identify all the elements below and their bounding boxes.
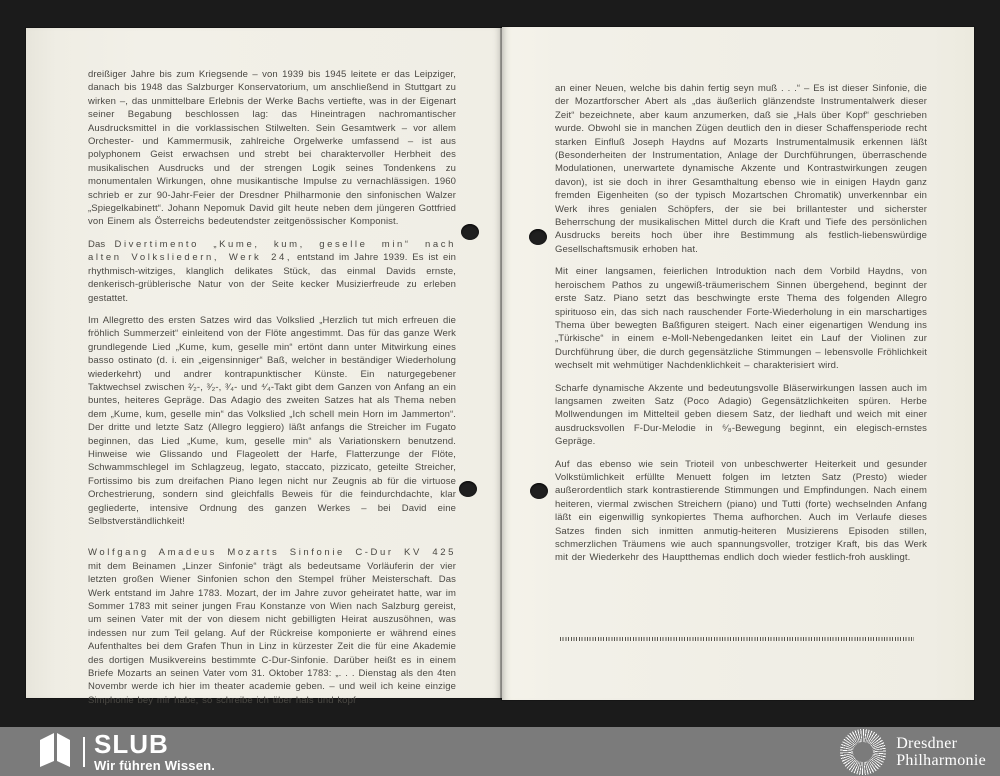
paragraph xyxy=(555,382,927,449)
footer-bar xyxy=(0,727,1000,776)
logo-divider xyxy=(83,737,85,767)
paragraph xyxy=(88,68,456,229)
open-book-icon xyxy=(38,731,72,772)
starburst-icon xyxy=(840,729,886,775)
body-text: entstand im Jahre 1939. Es ist ein rhythmisch-witziges, klanglich delikates Stück, das einmal Davids ernste, denkerisch-grüblerische Natur von der Seite kecker Musizierfreude zu erleben gestattet. xyxy=(88,252,456,304)
right-page-text xyxy=(555,82,927,574)
paragraph xyxy=(555,265,927,372)
paragraph xyxy=(88,314,456,529)
body-text: Mit einer langsamen, feierlichen Introduktion nach dem Vorbild Haydns, von heroischem Pathos zu ungewiß-träumerischem Sinnen übergehend, beginnt der erste Satz. Piano setzt das beschwingte erste Thema des folgenden Allegro spirituoso ein, das sich nach rauschender Forte-Wiederholung in ein marschartiges Thema über bewegten Baßfiguren steigert. Nach einer eigenartigen Wendung ins „Türkische“ in einem e-Moll-Nebengedanken leitet ein Lauf der Violinen zur Durchführung über, die durch gegensätzliche Stimmungen – lebensvolle Fröhlichkeit wechselt mit wehmütiger Nachdenklichkeit – charakterisiert wird. xyxy=(555,266,927,372)
left-page xyxy=(26,28,502,706)
slub-tagline: Wir führen Wissen. xyxy=(94,758,216,773)
punch-hole xyxy=(529,229,547,245)
body-text: dreißiger Jahre bis zum Kriegsende – von 1939 bis 1945 leitete er das Leipziger, danach bis 1948 das Salzburger Konservatorium, um anschließend in Stuttgart zu wirken –, das unmittelbare Erlebnis der Werke Bachs vertiefte, was in der Eigenart seiner Begabung beschlossen lag: das Hineintragen nachromantischer Ausdrucksmittel in die vorklassischen Stilwelten. Sein Gesamtwerk – vor allem Orchester- und Kammermusik, zahlreiche Orgelwerke umfassend – ist aus polyphonem Geist erwachsen und strebt bei charaktervoller Herbheit des musikalischen Ausdrucks und der strengen Logik seines Tondenkens zu monumentalen Wirkungen, ohne musikantische Impulse zu vernachlässigen. 1960 schrieb er zur 90-Jahr-Feier der Dresdner Philharmonie den sinfonischen Walzer „Spiegelkabinett“. Johann Nepomuk David gilt heute neben dem jüngeren Gottfried von Einem als Österreichs bedeutendster zeitgenössischer Komponist. xyxy=(88,69,456,228)
punch-hole xyxy=(459,481,477,497)
slub-wordmark: SLUB xyxy=(94,729,169,759)
body-text: Das xyxy=(88,238,115,250)
body-text: Im Allegretto des ersten Satzes wird das Volkslied „Herzlich tut mich erfreuen die fröhlich Summerzeit“ einleitend von der Flöte angestimmt. Das für das ganze Werk grundlegende Lied „Kume, kum, geselle min“ ertönt dann unter Mitwirkung eines basso ostinato (d. i. ein „eigensinniger“ Baß, welcher in beständiger Wiederholung wiederkehrt) und andrer kontrapunktischer Künste. Ein naturgegebener Taktwechsel zwischen ²⁄₂-, ³⁄₂-, ³⁄₄- und ⁴⁄₄-Takt gibt dem Ganzen von Anfang an ein buntes, heiteres Gepräge. Das Adagio des zweiten Satzes hat als Thema neben dem „Kume, kum, geselle min“ das Volkslied „Ich schell mein Horn im Jammerton“. Der dritte und letzte Satz (Allegro leggiero) läßt anfangs die Streicher im Fugato beginnen, das Lied „Kume, kum, geselle min“ als Variationskern benutzend. Hinweise wie Glissando und Flageolett der Harfe, Flatterzunge der Flöte, Schwammschlegel im Schlagzeug, legato, staccato, pizzicato, geteilte Streicher, Fortissimo bis zum dreifachen Piano legen nicht nur Zeugnis ab für die virtuose Orchestrierung, sondern sind gleichfalls Beweis für die feindurchdachte, klar gegliederte, intensive Ordnung des ganzen Werkes – bei David eine Selbstverständlichkeit! xyxy=(88,314,457,527)
paragraph xyxy=(555,82,927,256)
paragraph xyxy=(88,238,456,305)
paragraph xyxy=(555,458,927,565)
punch-hole xyxy=(530,483,548,499)
left-page-text xyxy=(88,68,456,716)
slub-logo xyxy=(38,731,215,772)
divider-rule xyxy=(560,637,914,641)
punch-hole xyxy=(461,224,479,240)
body-text: mit dem Beinamen „Linzer Sinfonie“ trägt als bedeutsame Vorläuferin der vier letzten großen Wiener Sinfonien schon den Stempel früher Meisterschaft. Das Werk entstand im Jahre 1783. Mozart, der im Jahre zuvor geheiratet hatte, war im Sommer 1783 mit seiner jungen Frau Konstanze von Wien nach Salzburg gereist, um seinen Vater mit der von diesem nicht gebilligten Heirat auszusöhnen, was indessen nur zum Teil gelang. Auf der Rückreise komponierte er während eines Aufenthaltes bei dem Grafen Thun in Linz in kürzester Zeit die für eine Akademie des dortigen Musikvereins bestimmte C-Dur-Sinfonie. Darüber heißt es in einem Briefe Mozarts an seinen Vater vom 31. Oktober 1783: „. . . Dienstag als den 4ten Novembr werde ich hier im theater academie geben. – und weil ich keine einzige Simphonie bey mir habe, so schreibe ich über hals und kopf xyxy=(88,560,456,706)
right-page xyxy=(502,27,974,700)
body-text: Auf das ebenso wie sein Trioteil von unbeschwerter Heiterkeit und gesunder Volkstümlichkeit erfüllte Menuett folgen im letzten Satz (Presto) wieder außerordentlich stark kontrastierende Stimmungen und Empfindungen. Nach einem heiteren, viermal zwischen Streichern (piano) und Tutti (forte) wechselnden Anfang läßt ein eigenwillig synkopiertes Thema aufhorchen. Auch im Verlaufe dieses Satzes finden sich inmitten anmutig-heiteren Musizierens Episoden stillen, schmerzlichen Träumens wie auch spannungsvoller, trotziger Kraft, bis das Werk mit der Wiederkehr des Hauptthemas endlich doch wieder festlich-froh ausklingt. xyxy=(555,458,927,564)
page-seam xyxy=(500,27,502,699)
paragraph xyxy=(88,546,456,707)
philharmonie-name-line1: Dresdner xyxy=(896,734,958,752)
body-text: Scharfe dynamische Akzente und bedeutungsvolle Bläserwirkungen lassen auch im langsamen zweiten Satz (Poco Adagio) Gegensätzlichkeiten spüren. Herbe Mollwendungen im Mittelteil geben diesem Satz, der liedhaft und weich mit einer ausdrucksvollen F-Dur-Melodie in ⁶⁄₈-Bewegung beginnt, ein elegisch-ernstes Gepräge. xyxy=(555,382,927,448)
philharmonie-name-line2: Philharmonie xyxy=(896,751,986,769)
work-title-spaced: Divertimento „Kume, kum, geselle min“ nach alten Volksliedern, Werk 24, xyxy=(88,238,456,264)
philharmonie-logo xyxy=(840,729,986,775)
body-text: an einer Neuen, welche bis dahin fertig seyn muß . . .“ – Es ist dieser Sinfonie, die der Mozartforscher Abert als „das äußerlich glänzendste Instrumentalwerk dieser Zeit“ bezeichnete, aber kaum anzumerken, daß sie „Hals über Kopf“ geschrieben wurde. Obwohl sie in manchen Zügen deutlich den in dieser Schaffensperiode recht starken Einfluß Joseph Haydns auf Mozarts Instrumentalmusik erkennen läßt (Besonderheiten der Instrumentation, Anlage der Durchführungen, überraschende Modulationen, unerwartete dynamische Akzente und Kontrastwirkungen zeugen davon), ist sie doch in ihrer Gesamthaltung ebenso wie in einigen Haydn ganz fremden Eigenheiten (so der typisch Mozartschen Chromatik) unverkennbar ein Werk ihres genialen Schöpfers, der sie bei brillantester und sicherster Beherrschung der musikalischen Mittel durch die Kraft und Tiefe des persönlichen Ausdrucks bereits hoch über ihre Bestimmung als festlich-liebenswürdige Gesellschaftsmusik erhoben hat. xyxy=(555,83,927,255)
work-title-spaced: Wolfgang Amadeus Mozarts Sinfonie C-Dur KV 425 xyxy=(88,547,456,559)
